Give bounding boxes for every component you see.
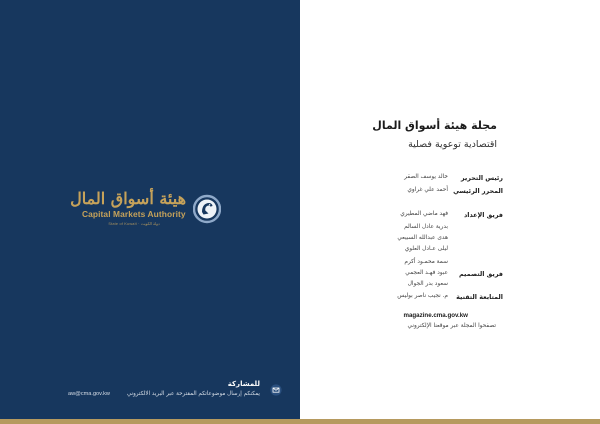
gold-rule xyxy=(0,419,600,424)
website-note: تصفحوا المجلة عبر موقعنا الإلكتروني xyxy=(407,323,496,329)
logo-subtitle: State of Kuwait · دولة الكويت xyxy=(108,222,160,226)
staff-row-preparation-team xyxy=(373,211,503,265)
staff-name: سعود بدر الجوال xyxy=(407,281,448,287)
staff-label: المحرر الرئيسي xyxy=(453,187,503,195)
staff-names xyxy=(404,174,448,185)
staff-names xyxy=(397,211,448,270)
logo-arabic-name: هيئة أسواق المال xyxy=(70,189,186,208)
staff-names xyxy=(407,187,448,198)
staff-label: فريق التصميم xyxy=(459,270,503,278)
staff-row-technical-follow-up xyxy=(373,293,503,305)
staff-row-design-team xyxy=(373,270,503,287)
masthead-page xyxy=(300,0,600,419)
staff-row-editor-in-chief xyxy=(373,174,503,186)
staff-name: أحمد علي غراوي xyxy=(407,187,448,193)
staff-label: فريق الإعداد xyxy=(463,211,503,219)
cma-logo xyxy=(70,188,230,238)
staff-row-chief-editor xyxy=(373,187,503,199)
staff-name: م. نجيب ناصر بوليس xyxy=(397,293,448,299)
staff-names xyxy=(397,293,448,304)
website-url[interactable]: magazine.cma.gov.kw xyxy=(403,312,468,319)
staff-name: خالد يوسف الصقر xyxy=(404,174,448,180)
staff-name: فهد ماضي المطيري xyxy=(400,211,448,217)
staff-names xyxy=(405,270,448,292)
participation-text: يمكنكم إرسال موضوعاتكم المقترحة عبر البريد الالكتروني xyxy=(126,391,260,397)
staff-name: سمة محمـود أكرم xyxy=(404,259,448,265)
staff-label: رئيس التحرير xyxy=(460,174,503,182)
staff-name: بدرية عادل السالم xyxy=(404,224,448,230)
falcon-emblem-icon xyxy=(193,192,221,226)
magazine-title: مجلة هيئة أسواق المال xyxy=(372,119,497,132)
magazine-subtitle: اقتصادية توعوية فصلية xyxy=(408,139,497,150)
staff-name: هدى عبدالله السبيعي xyxy=(397,235,448,241)
logo-english-name: Capital Markets Authority xyxy=(82,209,186,219)
mail-icon[interactable] xyxy=(270,384,282,396)
participation-email[interactable]: aw@cma.gov.kw xyxy=(68,391,110,397)
staff-label: المتابعة التقنية xyxy=(456,293,503,301)
participation-title: للمشاركة xyxy=(227,380,260,388)
staff-name: ليلى عـادل العلوي xyxy=(404,246,448,252)
staff-name: عبود فهـد العجمي xyxy=(405,270,448,276)
